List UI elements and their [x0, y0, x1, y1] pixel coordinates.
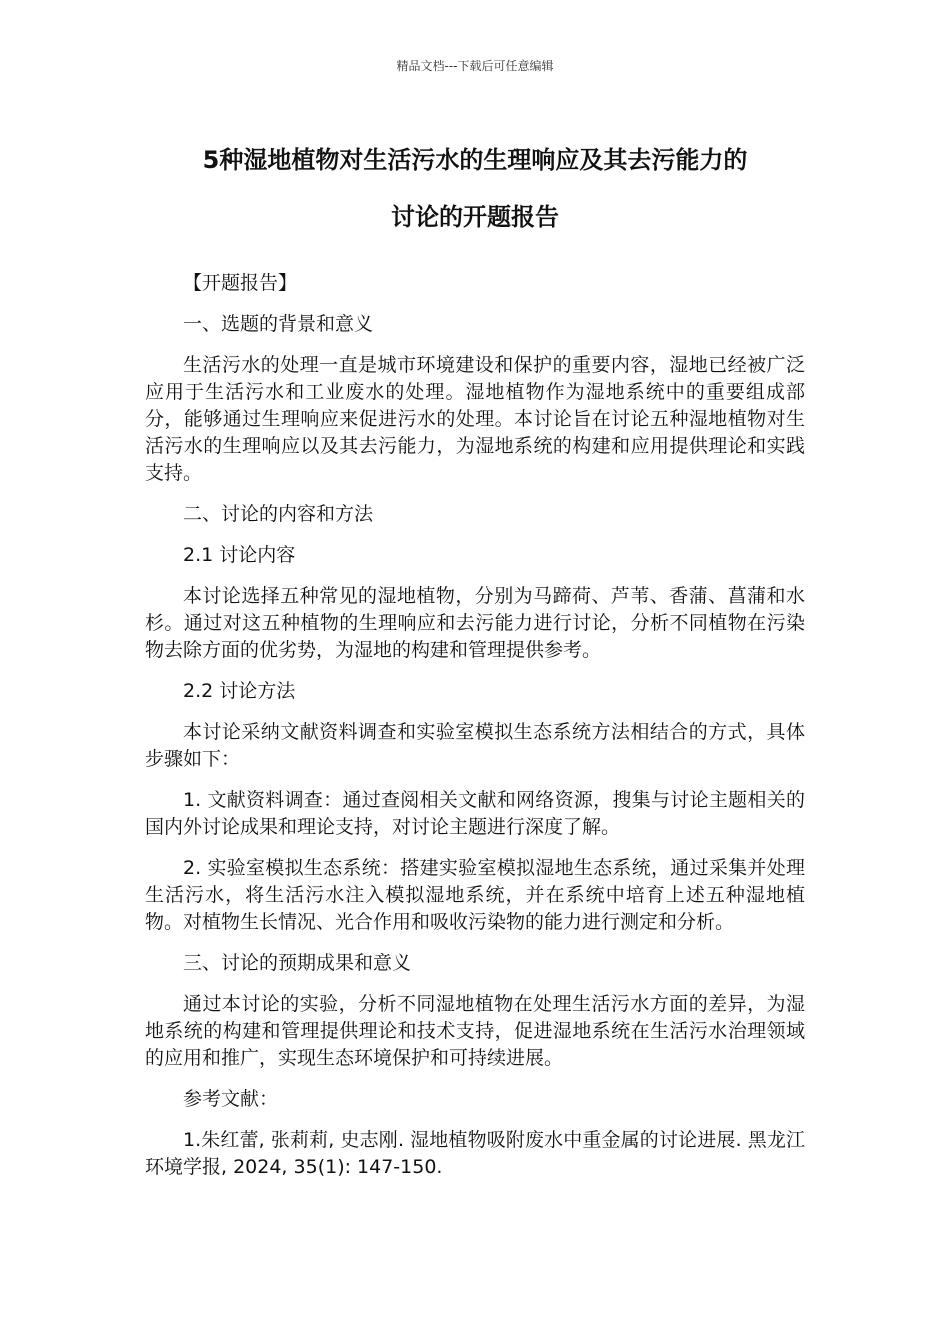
report-label: 【开题报告】 — [183, 272, 298, 294]
paragraph-results: 通过本讨论的实验，分析不同湿地植物在处理生活污水方面的差异，为湿地系统的构建和管理提供理论和技术支持，促进湿地系统在生活污水治理领域的应用和推广，实现生态环境保护和可持续进展。 — [145, 993, 805, 1069]
references-heading: 参考文献： — [183, 1088, 279, 1110]
section-heading-background: 一、选题的背景和意义 — [183, 313, 374, 335]
document-body — [145, 270, 805, 1195]
reference-item: 1.朱红蕾, 张莉莉, 史志刚. 湿地植物吸附废水中重金属的讨论进展. 黑龙江环境学报, 2024, 35(1): 147-150. — [145, 1129, 805, 1178]
section-heading-results: 三、讨论的预期成果和意义 — [183, 952, 412, 974]
document-title-line-1: 5种湿地植物对生活污水的生理响应及其去污能力的 — [202, 146, 748, 174]
subsection-heading-method: 2.2 讨论方法 — [183, 680, 296, 702]
paragraph-method-intro: 本讨论采纳文献资料调查和实验室模拟生态系统方法相结合的方式，具体步骤如下： — [145, 721, 805, 770]
paragraph-method-step-1: 1. 文献资料调查：通过查阅相关文献和网络资源，搜集与讨论主题相关的国内外讨论成果和理论支持，对讨论主题进行深度了解。 — [145, 789, 805, 838]
section-heading-content-method: 二、讨论的内容和方法 — [183, 503, 374, 525]
header-note: 精品文档---下载后可任意编辑 — [396, 59, 554, 73]
paragraph-content: 本讨论选择五种常见的湿地植物，分别为马蹄荷、芦苇、香蒲、菖蒲和水杉。通过对这五种植物的生理响应和去污能力进行讨论，分析不同植物在污染物去除方面的优劣势，为湿地的构建和管理提供参考。 — [145, 585, 805, 661]
paragraph-method-step-2: 2. 实验室模拟生态系统：搭建实验室模拟湿地生态系统，通过采集并处理生活污水，将生活污水注入模拟湿地系统，并在系统中培育上述五种湿地植物。对植物生长情况、光合作用和吸收污染物的能力进行测定和分析。 — [145, 857, 805, 933]
paragraph-background: 生活污水的处理一直是城市环境建设和保护的重要内容，湿地已经被广泛应用于生活污水和工业废水的处理。湿地植物作为湿地系统中的重要组成部分，能够通过生理响应来促进污水的处理。本讨论旨在讨论五种湿地植物对生活污水的生理响应以及其去污能力，为湿地系统的构建和应用提供理论和实践支持。 — [145, 354, 805, 484]
document-title-line-2: 讨论的开题报告 — [391, 203, 559, 231]
subsection-heading-content: 2.1 讨论内容 — [183, 544, 296, 566]
